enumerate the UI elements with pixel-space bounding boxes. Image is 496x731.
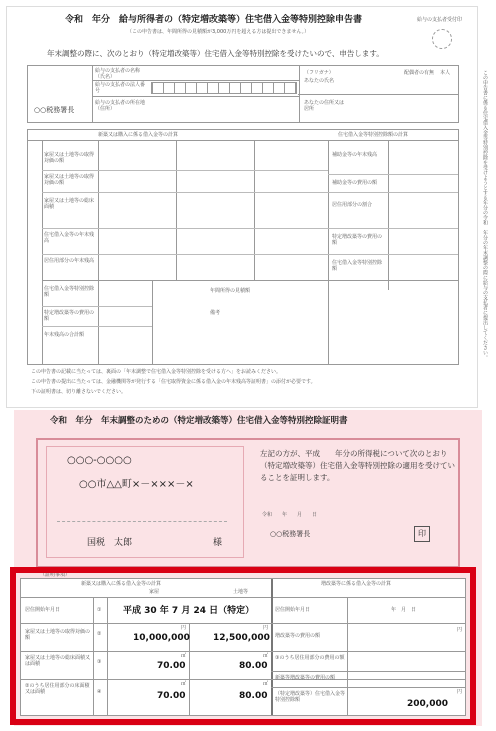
cert-row-1-value: 平成 30 年 7 月 24 日（特定） <box>123 606 255 616</box>
left-row-4: 住宅借入金等の年末残高 <box>44 232 95 244</box>
address-card <box>46 446 244 558</box>
cert-row-3-num: ③ <box>97 659 102 665</box>
cert-table <box>20 578 466 716</box>
person-label: 本人 <box>440 70 451 76</box>
furigana-label: （フリガナ） <box>304 70 334 76</box>
cert-right-row-1-value: 年 月 日 <box>391 607 417 613</box>
left-row-1: 家屋又は土地等の取得対価の額 <box>44 152 95 164</box>
left-row-6: 住宅借入金等特別控除額 <box>44 286 95 298</box>
cert-row-2-num: ② <box>97 631 102 637</box>
cert-row-3-unit-a: ㎡ <box>181 653 187 659</box>
cert-right-row-5-value: 200,000 <box>407 699 448 709</box>
recipient-address: ○○市△△町×－×××－× <box>79 479 194 490</box>
cert-row-4-label: ②のうち居住用部分の床面積又は面積 <box>25 683 90 695</box>
payer-number-grid[interactable] <box>151 82 297 94</box>
postal-code: ○○○-○○○○ <box>67 455 132 466</box>
recipient-sama: 様 <box>213 538 223 548</box>
declaration-form <box>6 6 478 408</box>
right-row-4: 特定増改築等の費用の額 <box>332 234 383 246</box>
cert-statement: 左記の方が、平成 年分の所得税について次のとおり（特定増改築等）住宅借入金等特別控除の適用を受けていることを証明します。 <box>260 449 455 482</box>
cert-row-4-unit-b: ㎡ <box>263 681 269 687</box>
cert-row-2-label: 家屋又は土地等の取得対価の額 <box>25 629 91 641</box>
right-row-2: 補助金等の費用の額 <box>332 180 378 186</box>
note-2: この申告書の提出に当たっては、金融機関等が発行する「住宅取得資金に係る借入金の年末残高等証明書」の添付が必要です。 <box>31 379 316 385</box>
payer-column <box>92 66 300 122</box>
cert-right-row-3-label: ③のうち居住用部分の費用の額 <box>275 655 345 661</box>
right-row-3: 居住用部分の割合 <box>332 202 373 208</box>
cert-row-1-label: 居住開始年月日 <box>25 607 61 613</box>
cert-right-row-5-label: （特定増改築等）住宅借入金等特別控除額 <box>275 691 346 703</box>
calc-header-right: 住宅借入金等特別控除額の計算 <box>338 132 409 138</box>
cert-header-right: 増改築等に係る借入金等の計算 <box>321 581 392 587</box>
receipt-stamp-circle <box>432 29 452 49</box>
left-row-8: 年末残高の合計額 <box>44 332 85 338</box>
right-row-1: 補助金等の年末残高 <box>332 152 378 158</box>
tax-office-label: ○○税務署長 <box>34 106 75 114</box>
cert-row-3-label: 家屋又は土地等の総床面積又は面積 <box>25 655 91 667</box>
form-title: 令和 年分 給与所得者の（特定増改築等）住宅借入金等特別控除申告書 <box>65 15 363 25</box>
calc-header-left: 新築又は購入に係る借入金等の計算 <box>98 132 179 138</box>
left-row-7: 特定増改築等の費用の額 <box>44 310 95 322</box>
your-address-label: あなたの住所又は居所 <box>304 100 345 112</box>
form-subtitle: （この申告書は、年間所得の見積額が3,000万円を超える方は提出できません。） <box>127 29 310 35</box>
spouse-label: 配偶者の有無 <box>404 70 435 76</box>
cert-row-4-value-b: 80.00 <box>239 691 268 701</box>
cert-row-1-num: ① <box>97 607 102 613</box>
cert-row-3-unit-b: ㎡ <box>263 653 269 659</box>
right-row-5: 住宅借入金等特別控除額 <box>332 260 383 272</box>
note-3: 下の証明書は、切り離さないでください。 <box>31 389 127 395</box>
col-head-land: 土地等 <box>233 589 249 595</box>
payer-name-label: 給与の支払者の名称（氏名） <box>95 68 141 80</box>
col-head-house: 家屋 <box>149 589 160 595</box>
header-info-box <box>27 65 459 123</box>
note-1: この申告書の記載に当たっては、裏面の「年末調整で住宅借入金等特別控除を受ける方へ」をお読みください。 <box>31 369 282 375</box>
cert-row-4-num: ④ <box>97 689 102 695</box>
form-declaration: 年末調整の際に、次のとおり（特定増改築等）住宅借入金等特別控除を受けたいので、申告します。 <box>47 49 384 58</box>
cert-row-4-unit-a: ㎡ <box>181 681 187 687</box>
recipient-name: 国税 太郎 <box>87 538 133 548</box>
remarks-label: 備考 <box>210 310 221 316</box>
left-row-2: 家屋又は土地等の取得対価の額 <box>44 174 95 186</box>
left-row-5: 居住用部分の年末残高 <box>44 258 95 264</box>
prior-income-label: 年間所得の見積額 <box>210 288 251 294</box>
official-seal: 印 <box>414 526 430 542</box>
payer-number-label: 給与の支払者の法人番号 <box>95 82 146 94</box>
cert-row-4-value-a: 70.00 <box>157 691 186 701</box>
cert-row-2-value-b: 12,500,000 <box>213 633 270 643</box>
cert-row-3-value-a: 70.00 <box>157 661 186 671</box>
cert-right-row-5-unit: 円 <box>457 689 463 695</box>
cert-row-2-value-a: 10,000,000 <box>133 633 190 643</box>
receipt-stamp-label: 給与の支払者受付印 <box>417 17 463 23</box>
cert-row-3-value-b: 80.00 <box>239 661 268 671</box>
cert-office: ○○税務署長 <box>270 530 311 538</box>
cert-right-row-2-label: 増改築等の費用の額 <box>275 633 321 639</box>
cert-title: 令和 年分 年末調整のための（特定増改築等）住宅借入金等特別控除証明書 <box>50 416 348 426</box>
cert-right-row-4-label: 新築等増改築等の費用の額 <box>275 675 336 681</box>
cert-row-2-unit-a: 円 <box>181 625 187 631</box>
payer-address-label: 給与の支払者の所在地（住所） <box>95 100 146 112</box>
cert-right-row-1-label: 居住開始年月日 <box>275 607 311 613</box>
calc-area <box>27 129 459 365</box>
cert-section-label: （証明事項） <box>40 572 71 578</box>
cert-right-row-2-unit: 円 <box>457 627 463 633</box>
your-name-label: あなたの氏名 <box>304 78 335 84</box>
cert-address-box <box>36 438 460 568</box>
cert-date: 令和 年 月 日 <box>262 512 318 518</box>
left-row-3: 家屋又は土地等の総床面積 <box>44 198 95 210</box>
cert-row-2-unit-b: 円 <box>263 625 269 631</box>
cert-header-left: 新築又は購入に係る借入金等の計算 <box>81 581 162 587</box>
side-note: この申告書に係る住宅借入金等特別控除を受けようとする年分の令和 年分の年末調整の際に給与の支払者に提出してください。 <box>482 70 488 360</box>
